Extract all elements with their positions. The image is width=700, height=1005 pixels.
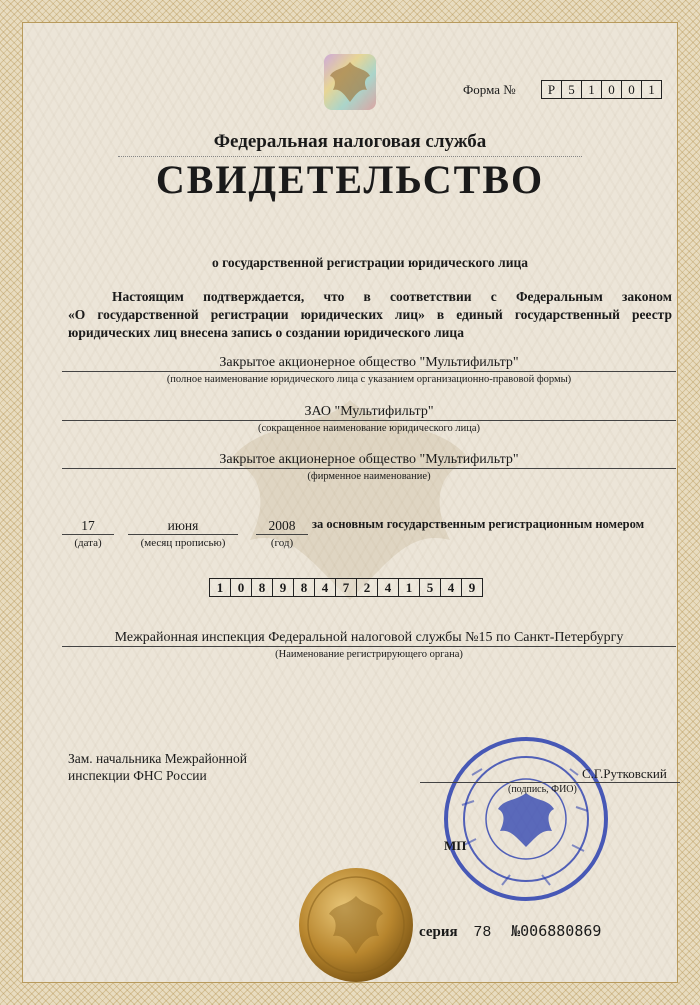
- authority-value: Межрайонная инспекция Федеральной налоговой службы №15 по Санкт-Петербургу: [62, 629, 676, 647]
- ogrn-digit: 1: [209, 578, 231, 597]
- signer-position: [68, 750, 247, 784]
- ogrn-digit: 2: [356, 578, 378, 597]
- ogrn-digit: 7: [335, 578, 357, 597]
- body-line: «О государственной регистрации юридических лиц» в единый государственный реестр: [68, 307, 672, 322]
- ogrn-digit: 4: [377, 578, 399, 597]
- document-subtitle: о государственной регистрации юридического лица: [211, 255, 529, 270]
- full-name-value: Закрытое акционерное общество "Мультифильтр": [62, 354, 676, 372]
- form-code-cell: 0: [621, 80, 642, 99]
- date-year: [256, 517, 308, 549]
- form-code-cell: Р: [541, 80, 562, 99]
- body-line: Настоящим подтверждается, что в соответствии с Федеральным законом: [112, 289, 672, 304]
- ogrn-digit: 5: [419, 578, 441, 597]
- gold-seal-icon: [297, 866, 415, 984]
- firm-name-value: Закрытое акционерное общество "Мультифильтр": [62, 451, 676, 469]
- date-year-value: 2008: [256, 517, 308, 535]
- ogrn-digit: 1: [398, 578, 420, 597]
- serial-number: №006880869: [511, 922, 602, 940]
- signature-line: [420, 782, 680, 783]
- series-code: 78: [473, 924, 492, 941]
- form-code-cell: 1: [641, 80, 662, 99]
- short-name-caption: (сокращенное наименование юридического лица): [257, 423, 481, 434]
- firm-name-field: [62, 451, 676, 482]
- ogrn-digit: 8: [251, 578, 273, 597]
- signer-name: С.Г.Рутковский: [582, 766, 667, 781]
- document-title: СВИДЕТЕЛЬСТВО: [155, 157, 545, 202]
- ogrn-digit: 9: [272, 578, 294, 597]
- official-stamp-icon: [442, 735, 610, 903]
- series-number: [419, 922, 601, 941]
- certification-text: [68, 288, 672, 342]
- short-name-value: ЗАО "Мультифильтр": [62, 403, 676, 421]
- date-month: [128, 517, 238, 549]
- ogrn-digit: 4: [440, 578, 462, 597]
- ogrn-boxes: [210, 578, 483, 597]
- short-name-field: [62, 403, 676, 434]
- ogrn-digit: 8: [293, 578, 315, 597]
- agency-name: Федеральная налоговая служба: [213, 131, 487, 152]
- ogrn-digit: 9: [461, 578, 483, 597]
- date-year-caption: (год): [270, 537, 294, 549]
- signature-caption: (подпись, ФИО): [508, 784, 577, 795]
- series-label: серия: [419, 924, 458, 940]
- full-name-caption: (полное наименование юридического лица с указанием организационно-правовой формы): [166, 374, 572, 385]
- date-day: [62, 517, 114, 549]
- body-line: юридических лиц внесена запись о создании юридического лица: [68, 325, 464, 340]
- authority-caption: (Наименование регистрирующего органа): [275, 649, 463, 660]
- firm-name-caption: (фирменное наименование): [307, 471, 431, 482]
- date-day-caption: (дата): [74, 537, 102, 549]
- signer-line: инспекции ФНС России: [68, 768, 207, 783]
- form-code-cell: 0: [601, 80, 622, 99]
- form-label: Форма №: [463, 82, 516, 97]
- full-name-field: [62, 354, 676, 385]
- form-code-boxes: [542, 80, 662, 99]
- form-code-cell: 1: [581, 80, 602, 99]
- date-day-value: 17: [62, 517, 114, 535]
- date-month-caption: (месяц прописью): [140, 537, 226, 549]
- signer-line: Зам. начальника Межрайонной: [68, 751, 247, 766]
- coat-of-arms-hologram-icon: [322, 52, 378, 112]
- stamp-place-label: МП: [444, 838, 467, 853]
- registration-number-label: за основным государственным регистрационным номером: [312, 517, 645, 531]
- date-month-value: июня: [128, 517, 238, 535]
- authority-field: [62, 629, 676, 660]
- form-code-cell: 5: [561, 80, 582, 99]
- ogrn-digit: 4: [314, 578, 336, 597]
- ogrn-digit: 0: [230, 578, 252, 597]
